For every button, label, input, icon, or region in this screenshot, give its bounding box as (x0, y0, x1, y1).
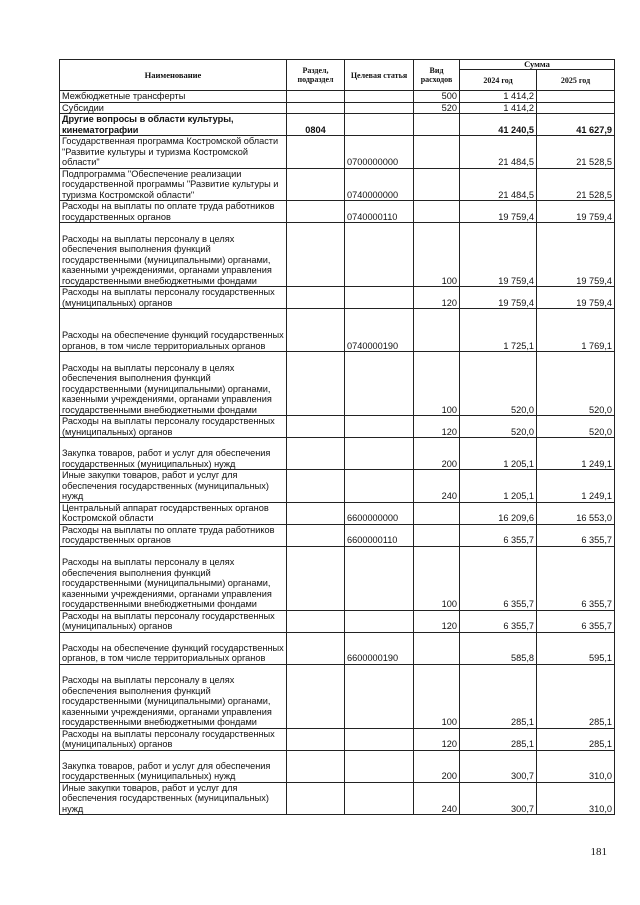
row-name: Расходы на обеспечение функций государственных органов, в том числе территориальных органов (60, 309, 287, 352)
row-section (287, 201, 345, 223)
row-section (287, 470, 345, 503)
row-target: 6600000000 (345, 502, 414, 524)
row-name: Расходы на выплаты персоналу государственных (муниципальных) органов (60, 728, 287, 750)
table-row (60, 524, 615, 546)
row-value-2025: 16 553,0 (537, 502, 615, 524)
row-value-2025: 6 355,7 (537, 546, 615, 610)
table-row (60, 610, 615, 632)
table-row (60, 91, 615, 103)
table-row (60, 502, 615, 524)
row-section (287, 610, 345, 632)
row-name: Иные закупки товаров, работ и услуг для обеспечения государственных (муниципальных) нужд (60, 470, 287, 503)
row-name: Расходы на выплаты персоналу в целях обеспечения выполнения функций государственными (муниципальными) органами, казенными учреждениями, органами управления государственными внебюджетными фондами (60, 664, 287, 728)
row-section (287, 287, 345, 309)
table-row (60, 352, 615, 416)
row-kind (414, 168, 460, 201)
row-kind: 100 (414, 664, 460, 728)
row-kind (414, 502, 460, 524)
row-value-2025 (537, 102, 615, 114)
row-value-2025: 285,1 (537, 664, 615, 728)
row-kind: 120 (414, 416, 460, 438)
row-kind: 120 (414, 610, 460, 632)
row-target (345, 610, 414, 632)
row-name: Государственная программа Костромской области "Развитие культуры и туризма Костромской области" (60, 136, 287, 169)
row-section (287, 750, 345, 782)
row-target: 0740000190 (345, 309, 414, 352)
row-value-2025: 6 355,7 (537, 524, 615, 546)
row-target: 6600000190 (345, 632, 414, 664)
row-section (287, 502, 345, 524)
row-target: 0740000000 (345, 168, 414, 201)
table-row (60, 223, 615, 287)
row-section (287, 136, 345, 169)
row-value-2024: 300,7 (460, 750, 537, 782)
row-target: 6600000110 (345, 524, 414, 546)
row-value-2025: 1 769,1 (537, 309, 615, 352)
row-name: Расходы на выплаты персоналу в целях обеспечения выполнения функций государственными (муниципальными) органами, казенными учреждениями, органами управления государственными внебюджетными фондами (60, 352, 287, 416)
row-value-2024: 285,1 (460, 664, 537, 728)
row-value-2025: 520,0 (537, 352, 615, 416)
table-row (60, 782, 615, 815)
row-section (287, 546, 345, 610)
row-section (287, 524, 345, 546)
row-section (287, 91, 345, 103)
row-kind (414, 632, 460, 664)
row-value-2024: 1 205,1 (460, 470, 537, 503)
table-row (60, 102, 615, 114)
row-value-2024: 6 355,7 (460, 610, 537, 632)
row-value-2025 (537, 91, 615, 103)
row-target: 0700000000 (345, 136, 414, 169)
table-row (60, 416, 615, 438)
row-target (345, 91, 414, 103)
row-name: Подпрограмма "Обеспечение реализации государственной программы "Развитие культуры и туризма Костромской области" (60, 168, 287, 201)
row-target (345, 664, 414, 728)
row-value-2024: 1 414,2 (460, 91, 537, 103)
header-kind: Вид расходов (414, 60, 460, 91)
row-section (287, 728, 345, 750)
row-value-2025: 19 759,4 (537, 287, 615, 309)
row-name: Расходы на выплаты персоналу в целях обеспечения выполнения функций государственными (муниципальными) органами, казенными учреждениями, органами управления государственными внебюджетными фондами (60, 546, 287, 610)
row-target (345, 352, 414, 416)
row-value-2024: 41 240,5 (460, 114, 537, 136)
row-kind: 120 (414, 728, 460, 750)
row-section (287, 223, 345, 287)
row-kind (414, 201, 460, 223)
row-kind (414, 524, 460, 546)
row-value-2025: 41 627,9 (537, 114, 615, 136)
row-value-2025: 520,0 (537, 416, 615, 438)
row-name: Субсидии (60, 102, 287, 114)
row-value-2024: 6 355,7 (460, 546, 537, 610)
row-name: Расходы на обеспечение функций государственных органов, в том числе территориальных органов (60, 632, 287, 664)
row-target (345, 102, 414, 114)
row-section (287, 664, 345, 728)
row-section (287, 632, 345, 664)
row-value-2024: 21 484,5 (460, 136, 537, 169)
row-value-2025: 19 759,4 (537, 201, 615, 223)
row-value-2024: 19 759,4 (460, 201, 537, 223)
table-row (60, 470, 615, 503)
row-value-2025: 1 249,1 (537, 470, 615, 503)
row-target (345, 546, 414, 610)
row-value-2024: 1 205,1 (460, 438, 537, 470)
page-number: 181 (590, 846, 607, 858)
row-value-2024: 6 355,7 (460, 524, 537, 546)
row-target (345, 223, 414, 287)
row-kind: 100 (414, 546, 460, 610)
row-kind (414, 136, 460, 169)
row-target: 0740000110 (345, 201, 414, 223)
row-section (287, 309, 345, 352)
row-value-2024: 19 759,4 (460, 223, 537, 287)
table-row (60, 546, 615, 610)
row-name: Иные закупки товаров, работ и услуг для обеспечения государственных (муниципальных) нужд (60, 782, 287, 815)
row-value-2025: 21 528,5 (537, 168, 615, 201)
row-value-2024: 520,0 (460, 416, 537, 438)
row-section (287, 352, 345, 416)
table-row (60, 632, 615, 664)
row-value-2025: 310,0 (537, 782, 615, 815)
row-kind: 100 (414, 223, 460, 287)
table-row (60, 438, 615, 470)
row-value-2025: 595,1 (537, 632, 615, 664)
row-section (287, 438, 345, 470)
row-value-2024: 21 484,5 (460, 168, 537, 201)
table-row (60, 664, 615, 728)
row-section (287, 168, 345, 201)
table-body (60, 91, 615, 815)
row-value-2025: 21 528,5 (537, 136, 615, 169)
row-name: Центральный аппарат государственных органов Костромской области (60, 502, 287, 524)
header-section: Раздел, подраздел (287, 60, 345, 91)
row-value-2025: 310,0 (537, 750, 615, 782)
row-value-2024: 1 414,2 (460, 102, 537, 114)
header-target: Целевая статья (345, 60, 414, 91)
row-name: Закупка товаров, работ и услуг для обеспечения государственных (муниципальных) нужд (60, 750, 287, 782)
row-value-2024: 19 759,4 (460, 287, 537, 309)
row-name: Расходы на выплаты персоналу государственных (муниципальных) органов (60, 610, 287, 632)
row-value-2024: 285,1 (460, 728, 537, 750)
row-kind: 240 (414, 782, 460, 815)
header-sum: Сумма (460, 60, 615, 70)
row-name: Расходы на выплаты персоналу государственных (муниципальных) органов (60, 416, 287, 438)
row-kind (414, 309, 460, 352)
table-row (60, 309, 615, 352)
row-section (287, 102, 345, 114)
row-value-2024: 300,7 (460, 782, 537, 815)
row-name: Расходы на выплаты персоналу в целях обеспечения выполнения функций государственными (муниципальными) органами, казенными учреждениями, органами управления государственными внебюджетными фондами (60, 223, 287, 287)
table-row (60, 287, 615, 309)
row-value-2025: 6 355,7 (537, 610, 615, 632)
row-value-2024: 1 725,1 (460, 309, 537, 352)
row-kind: 240 (414, 470, 460, 503)
row-name: Расходы на выплаты по оплате труда работников государственных органов (60, 524, 287, 546)
budget-table (59, 59, 615, 815)
table-row (60, 201, 615, 223)
row-target (345, 287, 414, 309)
row-kind: 120 (414, 287, 460, 309)
row-value-2025: 19 759,4 (537, 223, 615, 287)
row-value-2024: 585,8 (460, 632, 537, 664)
row-target (345, 438, 414, 470)
row-value-2024: 16 209,6 (460, 502, 537, 524)
row-name: Расходы на выплаты по оплате труда работников государственных органов (60, 201, 287, 223)
row-target (345, 114, 414, 136)
row-target (345, 470, 414, 503)
row-section (287, 782, 345, 815)
row-kind: 200 (414, 438, 460, 470)
table-row (60, 750, 615, 782)
row-kind (414, 114, 460, 136)
row-target (345, 416, 414, 438)
table-row (60, 114, 615, 136)
table-row (60, 168, 615, 201)
row-kind: 200 (414, 750, 460, 782)
row-target (345, 728, 414, 750)
row-value-2025: 1 249,1 (537, 438, 615, 470)
row-section: 0804 (287, 114, 345, 136)
row-target (345, 782, 414, 815)
row-section (287, 416, 345, 438)
row-value-2024: 520,0 (460, 352, 537, 416)
row-target (345, 750, 414, 782)
table-row (60, 728, 615, 750)
row-kind: 100 (414, 352, 460, 416)
row-value-2025: 285,1 (537, 728, 615, 750)
row-name: Межбюджетные трансферты (60, 91, 287, 103)
row-name: Расходы на выплаты персоналу государственных (муниципальных) органов (60, 287, 287, 309)
row-kind: 520 (414, 102, 460, 114)
table-row (60, 136, 615, 169)
header-name: Наименование (60, 60, 287, 91)
row-kind: 500 (414, 91, 460, 103)
header-2024: 2024 год (460, 70, 537, 91)
row-name: Закупка товаров, работ и услуг для обеспечения государственных (муниципальных) нужд (60, 438, 287, 470)
row-name: Другие вопросы в области культуры, кинематографии (60, 114, 287, 136)
header-2025: 2025 год (537, 70, 615, 91)
